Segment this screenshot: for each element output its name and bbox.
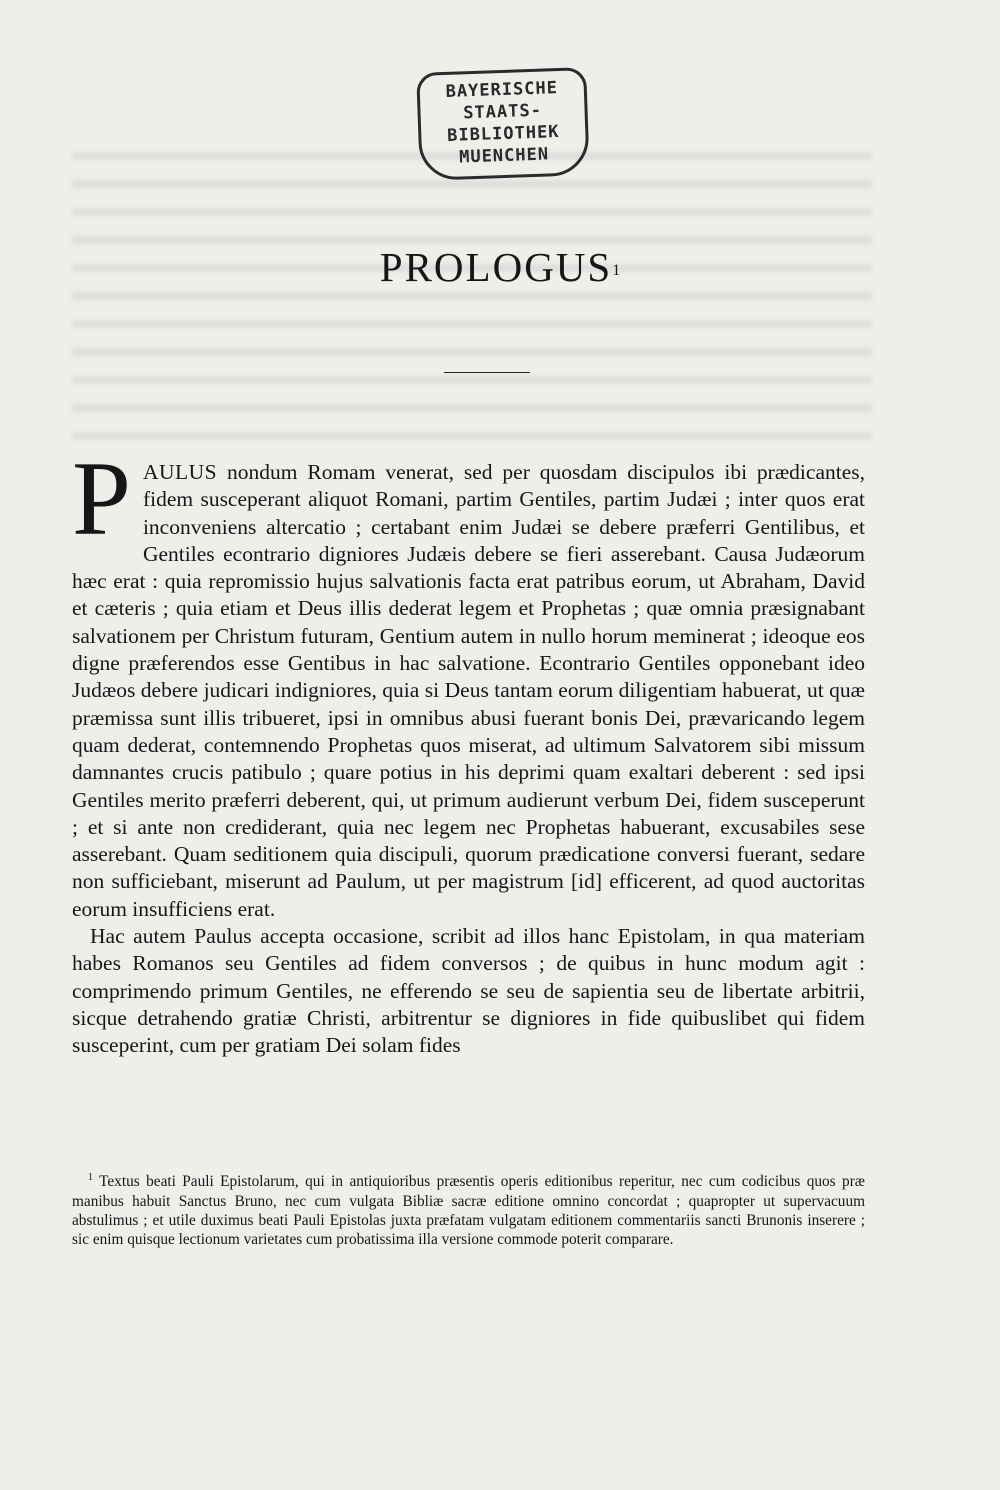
footnote <box>72 1168 865 1250</box>
library-stamp <box>416 67 590 181</box>
footnote-marker: 1 <box>88 1172 93 1183</box>
paragraph-1 <box>72 440 865 923</box>
stamp-line-2: STAATS- <box>462 100 543 124</box>
title-footnote-ref: 1 <box>612 262 621 279</box>
main-text <box>72 440 865 1060</box>
stamp-line-3: BIBLIOTHEK <box>446 122 560 146</box>
title-divider <box>444 372 530 373</box>
stamp-line-4: MUENCHEN <box>458 144 550 168</box>
stamp-line-1: BAYERISCHE <box>445 78 559 102</box>
paragraph-1-text: nondum Romam venerat, sed per quosdam discipulos ibi prædicantes, fidem susceperant aliquot Romani, partim Gentiles, partim Judæi ; inter quos erat inconveniens altercatio ; certabant enim Judæi se debere præferri Gentilibus, et Gentiles econtrario digniores Judæis debere se fieri asserebant. Causa Judæorum hæc erat : quia repromissio hujus salvationis facta erat patribus eorum, ut Abraham, David et cæteris ; quia etiam et Deus illis dederat legem et Prophetas ; quæ omnia præsignabant salvationem per Christum futuram, Gentium autem in nullo horum meminerat ; ideoque eos digne præferendos esse Gentibus in hac salvatione. Econtrario Gentiles opponebant ideo Judæos debere judicari indigniores, quia si Deus tantam eorum diligentiam habuerat, ut quæ præmissa sunt illis tribueret, ipsi in omnibus abusi fuerant bonis Dei, prævaricando legem quam dederat, contemnendo Prophetas quos miserat, ad ultimum Salvatorem sibi missum damnantes crucis patibulo ; quare potius in his deprimi quam exaltari deberent : sed ipsi Gentiles merito præferri deberent, qui, ut primum audierunt verbum Dei, fidem susceperunt ; et si ante non crediderant, quia nec legem nec Prophetas habuerant, excusabiles sese asserebant. Quam seditionem quia discipuli, quorum prædicatione conversi fuerant, sedare non sufficiebant, miserunt ad Paulum, ut per magistrum [id] efficerent, ad quod auctoritas eorum insufficiens erat. <box>72 460 865 921</box>
footnote-text: Textus beati Pauli Epistolarum, qui in antiquioribus præsentis operis editionibus reperitur, nec cum codicibus quos præ manibus habuit Sanctus Bruno, nec cum vulgata Bibliæ sacræ editione omnino concordat ; quapropter ut supervacuum abstulimus ; et utile duximus beati Pauli Epistolas juxta præfatam vulgatam editionem commentariis sancti Brunonis inserere ; sic enim quisque lectionum varietates cum probatissima illa versione commode poterit comparare. <box>72 1173 865 1249</box>
page-title <box>0 242 1000 292</box>
drop-cap: P <box>72 440 131 557</box>
lead-word: AULUS <box>142 460 218 484</box>
paragraph-2: Hac autem Paulus accepta occasione, scribit ad illos hanc Epistolam, in qua materiam habes Romanos seu Gentiles ad fidem conversos ; de quibus in hunc modum agit : comprimendo primum Gentiles, ne efferendo se seu de sapientia seu de libertate arbitrii, sicque detrahendo gratiæ Christi, arbitrentur se digniores in fide quibuslibet qui fidem susceperint, cum per gratiam Dei solam fides <box>72 924 865 1058</box>
page-title-text: PROLOGUS <box>379 244 613 290</box>
